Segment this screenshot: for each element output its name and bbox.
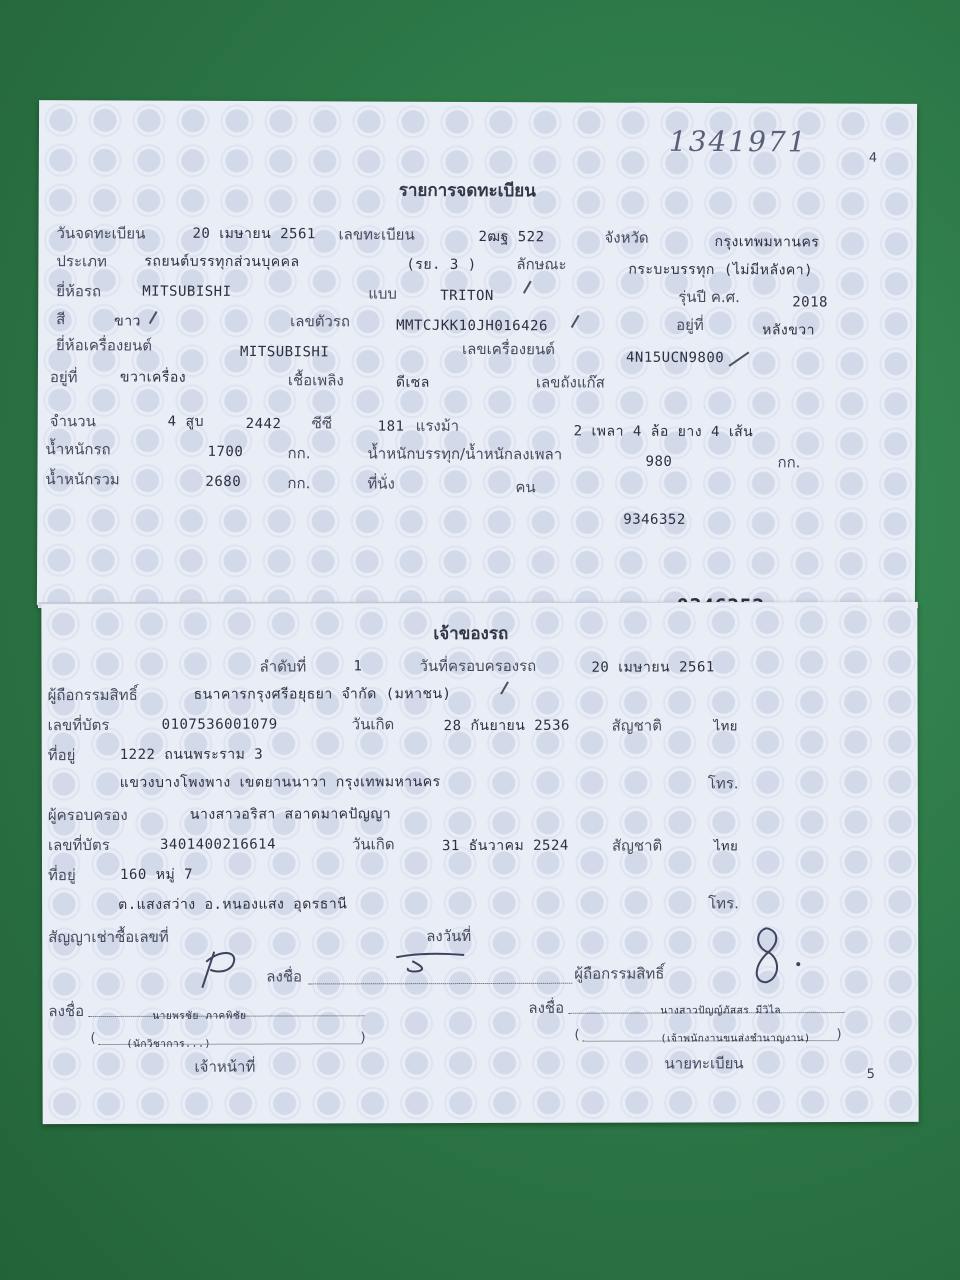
holder-address-2: ต.แสงสว่าง อ.หนองแสง อุดรธานี xyxy=(118,896,348,913)
chassis-number: MMTCJKK10JH016426 xyxy=(396,317,548,335)
contract-label: สัญญาเช่าซื้อเลขที่ xyxy=(48,927,169,947)
serial-number: 9346352 xyxy=(623,511,686,528)
gross-weight: 2680 xyxy=(205,473,242,490)
owner-label: ผู้ถือกรรมสิทธิ์ xyxy=(47,685,138,705)
load-label: น้ำหนักบรรทุก/น้ำหนักลงเพลา xyxy=(367,444,563,464)
possession-date: 20 เมษายน 2561 xyxy=(591,659,715,676)
owner-tel-label: โทร. xyxy=(707,774,739,793)
holder-dob: 31 ธันวาคม 2524 xyxy=(441,837,569,855)
paren-right-close: ) xyxy=(836,1027,842,1043)
paren-right-open: ( xyxy=(574,1027,580,1043)
year-label: รุ่นปี ค.ศ. xyxy=(678,287,740,307)
axles-wheels: 2 เพลา 4 ล้อ ยาง 4 เส้น xyxy=(573,423,754,441)
holder-addr-label: ที่อยู่ xyxy=(48,866,76,885)
horsepower: 181 xyxy=(377,418,405,435)
owner-id: 0107536001079 xyxy=(161,716,278,733)
gross-label: น้ำหนักรวม xyxy=(45,470,120,489)
holder-nationality: ไทย xyxy=(713,839,739,855)
type-label: ประเภท xyxy=(56,252,107,271)
load-unit: กก. xyxy=(777,453,801,472)
signature-mark-3 xyxy=(748,924,808,988)
reg-date-label: วันจดทะเบียน xyxy=(56,224,146,243)
signature-line xyxy=(308,983,572,985)
fuel: ดีเซล xyxy=(395,374,430,391)
cc-unit: ซีซี xyxy=(311,414,333,433)
handwritten-number: 1341971 xyxy=(668,124,808,159)
model-label: แบบ xyxy=(368,284,398,303)
engine-no-label: เลขเครื่องยนต์ xyxy=(461,339,555,359)
sign-label: ลงชื่อ xyxy=(266,967,303,986)
registration-title: รายการจดทะเบียน xyxy=(398,180,536,202)
check-mark xyxy=(149,311,158,324)
reg-no: 2ฒฐ 522 xyxy=(478,229,545,246)
owner-title: เจ้าของรถ xyxy=(433,623,509,645)
page-number-bottom: 5 xyxy=(866,1066,875,1082)
owner-sign-suffix: ผู้ถือกรรมสิทธิ์ xyxy=(574,964,665,983)
signature-mark-1 xyxy=(192,944,252,994)
owner-address-2: แขวงบางโพงพาง เขตยานนาวา กรุงเทพมหานคร xyxy=(119,774,441,791)
holder-name: นางสาวอริสา สอาดมาคปัญญา xyxy=(189,806,392,823)
sign-right-role: นายทะเบียน xyxy=(664,1054,744,1073)
order-number: 1 xyxy=(353,658,363,675)
sign-right-title: (เจ้าพนักงานขนส่งชำนาญงาน) xyxy=(660,1033,811,1045)
model: TRITON xyxy=(440,287,494,305)
sign-left-role: เจ้าหน้าที่ xyxy=(194,1057,256,1076)
check-mark xyxy=(571,315,580,328)
sign-left-name: นายพรชัย ภาคพิชัย xyxy=(152,1010,247,1022)
sign-left-label: ลงชื่อ xyxy=(48,1002,85,1021)
province-label: จังหวัด xyxy=(604,228,649,247)
seats-label: ที่นั่ง xyxy=(367,474,395,493)
brand: MITSUBISHI xyxy=(142,283,232,300)
owner-nationality: ไทย xyxy=(713,719,738,735)
signature-mark-2 xyxy=(392,951,472,975)
reg-date: 20 เมษายน 2561 xyxy=(192,225,316,243)
sign-left-title: (นักวิชาการ...) xyxy=(126,1038,212,1050)
color-label: สี xyxy=(56,310,66,329)
sign-right-name: นางสาวปัญญ์ภัสสร มีวิไล xyxy=(660,1005,782,1017)
owner-addr-label: ที่อยู่ xyxy=(47,746,76,765)
seats-unit: คน xyxy=(515,478,536,497)
chassis-position: หลังขวา xyxy=(762,322,816,339)
engine-brand-label: ยี่ห้อเครื่องยนต์ xyxy=(55,336,153,355)
feature: กระบะบรรทุก (ไม่มีหลังคา) xyxy=(628,261,814,279)
owner-nat-label: สัญชาติ xyxy=(611,716,662,735)
paren-left-open: ( xyxy=(90,1031,96,1047)
check-mark xyxy=(729,351,750,366)
holder-tel-label: โทร. xyxy=(708,894,739,913)
engine-pos-label: อยู่ที่ xyxy=(49,368,78,387)
owner-name: ธนาคารกรุงศรีอยุธยา จำกัด (มหาชน) xyxy=(193,686,452,703)
province: กรุงเทพมหานคร xyxy=(714,234,820,251)
engine-cc: 2442 xyxy=(245,415,282,433)
year: 2018 xyxy=(792,294,828,311)
qty-label: จำนวน xyxy=(49,412,96,431)
owner-page xyxy=(41,602,918,1124)
vehicle-weight: 1700 xyxy=(207,443,244,460)
check-mark xyxy=(523,281,532,294)
registration-page xyxy=(37,100,917,609)
chassis-pos-label: อยู่ที่ xyxy=(676,315,704,334)
holder-address-1: 160 หมู่ 7 xyxy=(120,866,194,883)
holder-nat-label: สัญชาติ xyxy=(611,836,663,855)
vehicle-type: รถยนต์บรรทุกส่วนบุคคล xyxy=(144,253,300,271)
engine-number: 4N15UCN9800 xyxy=(625,349,725,367)
engine-position: ขวาเครื่อง xyxy=(119,369,187,386)
hp-unit: แรงม้า xyxy=(415,416,460,435)
order-label: ลำดับที่ xyxy=(259,657,307,676)
possession-date-label: วันที่ครอบครองรถ xyxy=(419,656,537,676)
engine-brand: MITSUBISHI xyxy=(239,343,330,361)
owner-dob-label: วันเกิด xyxy=(351,715,395,734)
holder-id: 3401400216614 xyxy=(159,836,277,853)
owner-address-1: 1222 ถนนพระราม 3 xyxy=(119,746,264,763)
holder-dob-label: วันเกิด xyxy=(351,835,395,854)
type-code: (รย. 3 ) xyxy=(406,256,477,273)
holder-id-label: เลขที่บัตร xyxy=(47,835,110,855)
fuel-label: เชื้อเพลิง xyxy=(287,371,344,390)
load-weight: 980 xyxy=(645,453,673,470)
brand-label: ยี่ห้อรถ xyxy=(56,282,102,301)
page-number-top: 4 xyxy=(868,150,878,166)
holder-label: ผู้ครอบครอง xyxy=(47,805,128,825)
gross-unit: กก. xyxy=(287,474,311,493)
owner-id-label: เลขที่บัตร xyxy=(47,715,110,735)
chassis-label: เลขตัวรถ xyxy=(290,312,351,331)
gas-tank-label: เลขถังแก๊ส xyxy=(535,373,605,392)
cylinders: 4 สูบ xyxy=(167,413,205,430)
sign-date-label: ลงวันที่ xyxy=(426,927,472,946)
reg-no-label: เลขทะเบียน xyxy=(338,225,415,244)
weight-unit: กก. xyxy=(287,444,311,463)
owner-dob: 28 กันยายน 2536 xyxy=(443,717,570,735)
color: ขาว xyxy=(114,313,141,330)
sign-right-label: ลงชื่อ xyxy=(528,998,565,1017)
check-mark xyxy=(500,681,509,694)
paren-left-close: ) xyxy=(360,1030,366,1046)
feature-label: ลักษณะ xyxy=(516,255,567,274)
weight-label: น้ำหนักรถ xyxy=(45,440,111,459)
